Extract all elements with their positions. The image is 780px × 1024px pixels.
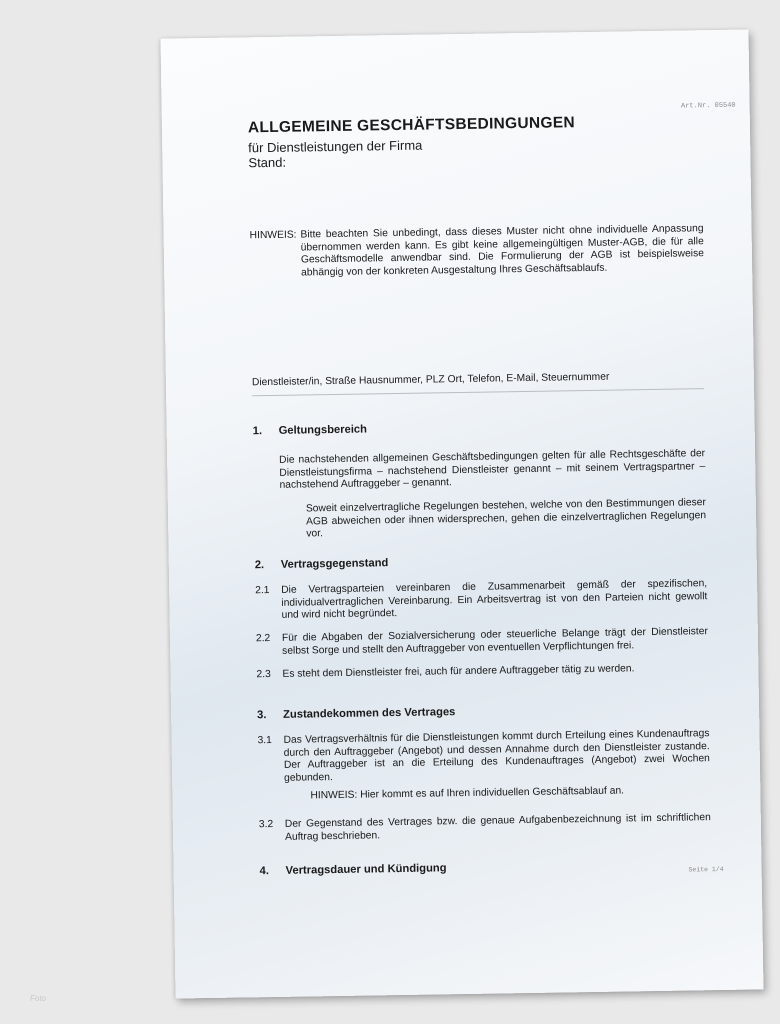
document-title: ALLGEMEINE GESCHÄFTSBEDINGUNGEN [247,114,576,137]
corner-mark: Foto [30,994,47,1003]
notice-text: Bitte beachten Sie unbedingt, dass dieses Muster nicht ohne individuelle Anpassung übernommen werden kann. Es gibt keine allgemeingültigen Muster-AGB, die für alle Geschäftsmodelle anwendbar sind. Die Formulierung der AGB ist beispielsweise abhängig von der konkreten Ausgestaltung Ihres Geschäftsablaufs. [300,223,705,279]
section-heading [253,423,367,437]
article-number: Art.Nr. 05540 [680,101,736,111]
paragraph: Die nachstehenden allgemeinen Geschäftsbedingungen gelten für alle Rechtsgeschäfte der Dienstleistungsfirma – nachstehend Dienstleister genannt – mit seinem Vertragspartner – nachstehend Auftraggeber – genannt. [279,448,706,492]
section-number: 4. [259,865,270,878]
clause-number: 2.3 [256,669,271,681]
clause-text: Für die Abgaben der Sozialversicherung oder steuerliche Belange trägt der Dienstleister selbst Sorge und stellt den Auftraggeber von eventuellen Verpflichtungen frei. [281,626,708,657]
document-subtitle: für Dienstleistungen der Firma [248,137,423,156]
section-heading [255,557,389,571]
provider-line: Dienstleister/in, Straße Hausnummer, PLZ Ort, Telefon, E-Mail, Steuernummer [251,371,610,389]
section-title: Vertragsgegenstand [280,557,389,571]
clause-text: Der Gegenstand des Vertrages bzw. die genaue Aufgabenbezeichnung ist im schriftlichen Auftrag beschrieben. [284,812,711,843]
clause-number: 2.2 [255,633,271,645]
section-title: Geltungsbereich [278,423,368,437]
clause-number: 3.1 [257,735,272,747]
paragraph: Soweit einzelvertragliche Regelungen bestehen, welche von den Bestimmungen dieser AGB abweichen oder ihnen widersprechen, gehen die einzelvertraglichen Regelungen vor. [305,497,707,540]
section-number: 1. [252,425,263,438]
divider [252,388,704,396]
clause-text: Es steht dem Dienstleister frei, auch für andere Auftraggeber tätig zu werden. [282,663,635,680]
section-title: Vertragsdauer und Kündigung [285,862,447,877]
document-page [160,29,763,998]
section-number: 2. [254,559,265,572]
notice-block [250,223,705,280]
section-title: Zustandekommen des Vertrages [283,706,456,721]
section-number: 3. [257,709,267,722]
stand-label: Stand: [248,154,287,171]
section-heading [257,706,455,721]
clause-number: 3.2 [258,819,274,831]
clause-note: HINWEIS: Hier kommt es auf Ihren individuellen Geschäftsablauf an. [310,785,625,802]
clause-text: Die Vertragsparteien vereinbaren die Zusammenarbeit gemäß der spezifischen, individualvertraglichen Vereinbarung. Ein Arbeitsvertrag ist von den Parteien nicht gewollt und wird nicht begründet. [281,578,708,622]
page-number: Seite 1/4 [688,865,724,874]
section-heading [259,862,446,877]
notice-label: HINWEIS: [249,229,297,242]
clause-number: 2.1 [255,585,270,597]
clause-text: Das Vertragsverhältnis für die Dienstleistungen kommt durch Erteilung eines Kundenauftrags durch den Auftraggeber (Angebot) und dessen Annahme durch den Dienstleister zustande. Der Auftraggeber ist an die Erteilung des Kundenauftrages (Angebot) zwei Wochen gebunden. [283,728,710,784]
